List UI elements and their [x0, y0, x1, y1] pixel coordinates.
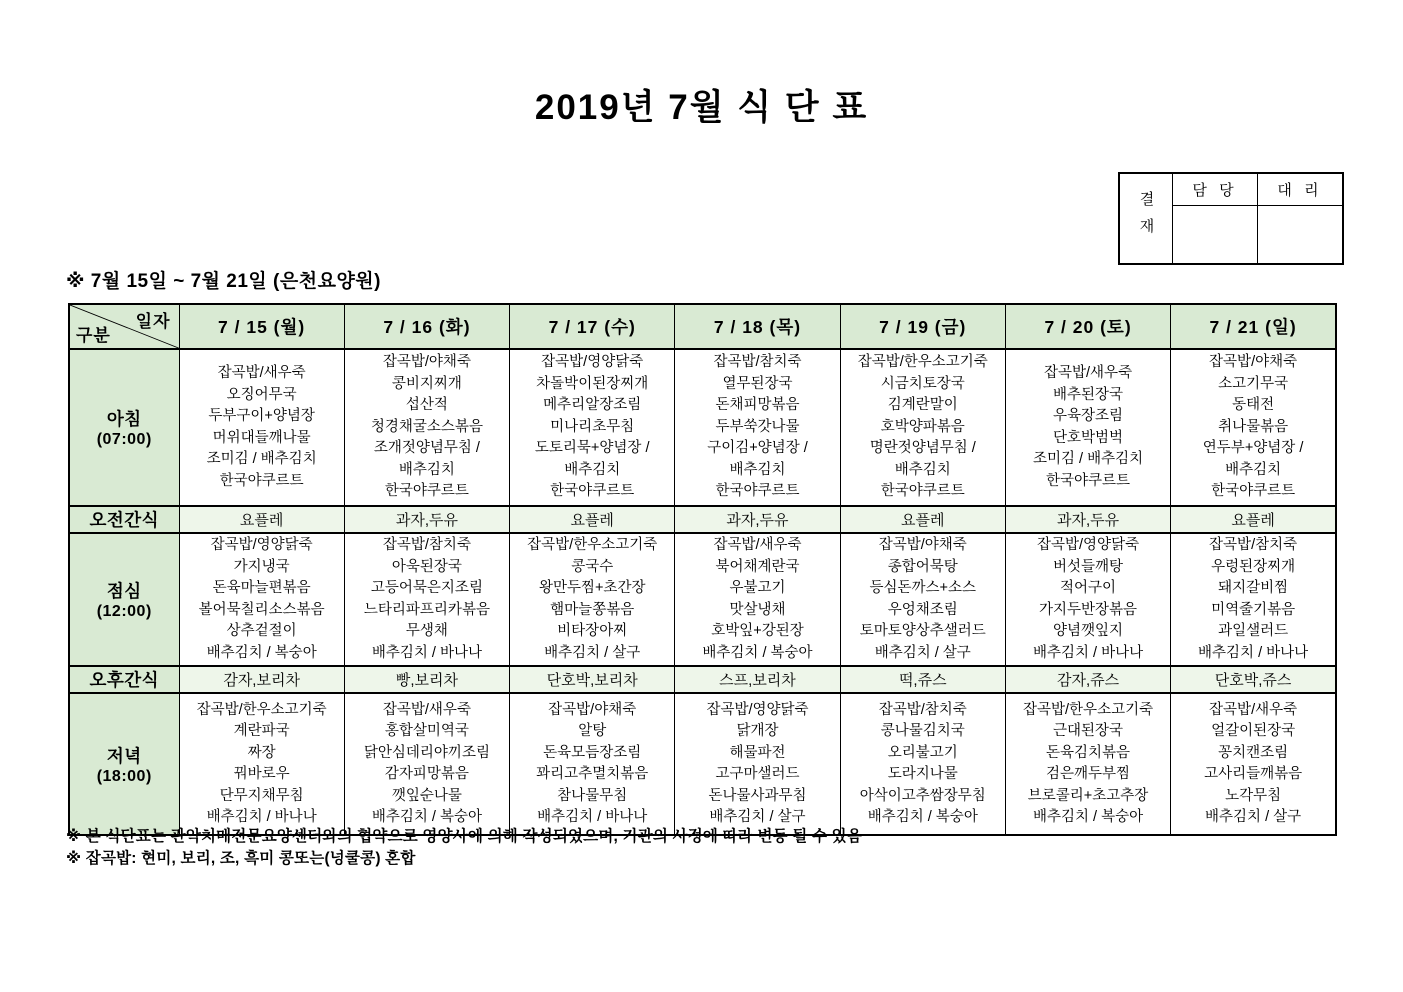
menu-item: 짜장 — [247, 744, 276, 761]
menu-item: 배추김치 / 살구 — [709, 809, 806, 825]
am-snack-cell-3: 과자,두유 — [675, 506, 840, 533]
menu-item: 배추김치 / 살구 — [874, 644, 971, 661]
menu-item: 단무지채무침 — [219, 787, 304, 804]
menu-item: 잡곡밥/새우죽 — [1044, 365, 1133, 381]
menu-item: 배추김치 / 살구 — [544, 644, 641, 661]
menu-item: 배추김치 — [729, 461, 786, 478]
pm-snack-cell-2: 단호박,보리차 — [510, 666, 675, 693]
breakfast-cell-4 — [840, 349, 1005, 506]
menu-item: 잡곡밥/새우죽 — [713, 537, 802, 553]
menu-item: 한국야쿠르트 — [550, 483, 635, 500]
menu-item: 등심돈까스+소스 — [869, 580, 977, 596]
day-header-2: 7 / 17 (수) — [510, 304, 675, 349]
approval-sign-daeri — [1258, 206, 1344, 265]
pm-snack-cell-1: 빵,보리차 — [344, 666, 509, 693]
menu-item: 조미김 / 배추김치 — [1032, 451, 1144, 467]
corner-label-category: 구분 — [76, 326, 111, 345]
pm-snack-cell-4: 떡,쥬스 — [840, 666, 1005, 693]
breakfast-cell-5 — [1005, 349, 1170, 506]
am-snack-cell-0: 요플레 — [179, 506, 344, 533]
meal-name: 저녁 — [106, 745, 142, 766]
menu-item: 미나리초무침 — [550, 418, 635, 435]
menu-item: 배추김치 / 복숭아 — [206, 644, 317, 661]
page-title: 2019년 7월 식 단 표 — [534, 88, 869, 127]
menu-item: 두부쑥갓나물 — [715, 418, 800, 435]
menu-item: 조미김 / 배추김치 — [206, 451, 317, 467]
menu-item: 버섯들깨탕 — [1053, 558, 1124, 575]
pm-snack-cell-3: 스프,보리차 — [675, 666, 840, 693]
menu-item: 배추김치 / 바나나 — [371, 644, 482, 661]
breakfast-cell-0 — [179, 349, 344, 506]
menu-item: 잡곡밥/참치죽 — [713, 354, 802, 371]
am-snack-cell-1: 과자,두유 — [344, 506, 509, 533]
menu-item: 배추김치 / 살구 — [1205, 809, 1302, 825]
day-header-1: 7 / 16 (화) — [344, 304, 509, 349]
menu-item: 배추김치 / 바나나 — [1032, 644, 1144, 661]
menu-item: 섭산적 — [405, 397, 448, 414]
menu-item: 배추김치 — [1225, 461, 1282, 478]
menu-item: 배추김치 / 복숭아 — [867, 809, 978, 825]
breakfast-cell-2 — [510, 349, 675, 506]
menu-item: 과일샐러드 — [1218, 623, 1289, 639]
menu-item: 잡곡밥/영양닭죽 — [706, 701, 809, 718]
menu-item: 꽈리고추멸치볶음 — [536, 766, 649, 782]
lunch-row — [69, 533, 1336, 666]
menu-item: 두부구이+양념장 — [208, 408, 315, 424]
menu-item: 잡곡밥/새우죽 — [382, 701, 471, 718]
menu-item: 느타리파프리카볶음 — [363, 601, 490, 618]
meal-name: 오전간식 — [89, 510, 160, 530]
menu-item: 콩국수 — [571, 558, 614, 575]
menu-item: 잡곡밥/참치죽 — [382, 537, 471, 553]
meal-time: (18:00) — [96, 767, 152, 785]
menu-item: 도토리묵+양념장 / — [534, 440, 650, 457]
menu-item: 닭안심데리야끼조림 — [363, 744, 490, 761]
menu-item: 잡곡밥/야채죽 — [878, 537, 967, 553]
menu-item: 조개젓양념무침 / — [373, 440, 480, 457]
menu-item: 명란젓양념무침 / — [869, 440, 976, 457]
breakfast-label — [69, 349, 179, 506]
approval-stamp-label: 결재 — [1119, 173, 1173, 264]
dinner-cell-5 — [1005, 693, 1170, 835]
menu-item: 한국야쿠르트 — [219, 472, 304, 489]
menu-item: 깻잎순나물 — [391, 787, 462, 804]
menu-item: 동태전 — [1232, 397, 1275, 414]
menu-item: 오리불고기 — [887, 744, 958, 761]
menu-item: 돈육마늘편볶음 — [212, 580, 311, 596]
menu-body — [69, 349, 1336, 835]
dinner-cell-4 — [840, 693, 1005, 835]
menu-item: 잡곡밥/참치죽 — [1209, 537, 1298, 553]
menu-item: 배추김치 / 복숭아 — [1032, 809, 1144, 825]
menu-item: 양념깻잎지 — [1053, 623, 1124, 639]
lunch-cell-2 — [510, 533, 675, 666]
menu-item: 잡곡밥/한우소고기죽 — [527, 537, 658, 553]
dinner-cell-0 — [179, 693, 344, 835]
menu-item: 배추된장국 — [1053, 386, 1124, 403]
menu-item: 머위대들깨나물 — [212, 429, 311, 446]
menu-item: 콩비지찌개 — [391, 375, 462, 392]
lunch-cell-5 — [1005, 533, 1170, 666]
menu-item: 우엉채조림 — [887, 601, 958, 618]
corner-cell — [69, 304, 179, 349]
menu-item: 아삭이고추쌈장무침 — [859, 787, 986, 804]
am-snack-row — [69, 506, 1336, 533]
dinner-label — [69, 693, 179, 835]
menu-item: 배추김치 / 복숭아 — [702, 644, 813, 661]
menu-header-row — [69, 304, 1336, 349]
menu-item: 왕만두찜+초간장 — [538, 580, 646, 596]
menu-item: 구이김+양념장 / — [707, 440, 808, 457]
pm-snack-cell-5: 감자,쥬스 — [1005, 666, 1170, 693]
footnote-1: ※ 본 식단표는 관악치매전문요양센터와의 협약으로 영양사에 의해 작성되었으며, 기관의 사정에 따라 변동 될 수 있음 — [66, 828, 862, 845]
pm-snack-row — [69, 666, 1336, 693]
day-header-6: 7 / 21 (일) — [1171, 304, 1336, 349]
menu-item: 고등어묵은지조림 — [370, 580, 483, 596]
menu-item: 미역줄기볶음 — [1211, 601, 1296, 618]
menu-item: 배추김치 / 바나나 — [206, 809, 317, 825]
menu-item: 메추리알장조림 — [543, 397, 642, 414]
menu-item: 무생채 — [405, 623, 448, 639]
menu-item: 김계란말이 — [887, 397, 958, 414]
menu-item: 적어구이 — [1060, 580, 1117, 596]
dinner-cell-3 — [675, 693, 840, 835]
menu-item: 돈채피망볶음 — [715, 397, 800, 414]
menu-item: 잡곡밥/한우소고기죽 — [857, 354, 988, 371]
menu-item: 상추겉절이 — [226, 623, 297, 639]
menu-item: 호박양파볶음 — [880, 418, 965, 435]
day-header-3: 7 / 18 (목) — [675, 304, 840, 349]
menu-item: 연두부+양념장 / — [1202, 440, 1304, 457]
menu-item: 한국야쿠르트 — [1046, 472, 1131, 489]
meal-time: (12:00) — [96, 603, 152, 620]
menu-item: 우불고기 — [729, 580, 786, 596]
menu-item: 도라지나물 — [887, 766, 958, 782]
menu-item: 한국야쿠르트 — [384, 483, 469, 500]
menu-item: 참나물무침 — [557, 787, 628, 804]
meal-time: (07:00) — [96, 431, 152, 448]
menu-item: 햄마늘쫑볶음 — [550, 601, 635, 618]
meal-name: 아침 — [106, 409, 142, 429]
lunch-label — [69, 533, 179, 666]
menu-item: 잡곡밥/야채죽 — [1209, 354, 1298, 371]
menu-item: 소고기무국 — [1218, 375, 1289, 392]
menu-item: 근대된장국 — [1053, 723, 1124, 739]
menu-item: 오징어무국 — [226, 386, 297, 403]
approval-box — [1118, 172, 1344, 265]
lunch-cell-1 — [344, 533, 509, 666]
dinner-cell-1 — [344, 693, 509, 835]
breakfast-row — [69, 349, 1336, 506]
menu-item: 차돌박이된장찌개 — [536, 375, 649, 392]
menu-item: 잡곡밥/새우죽 — [1209, 701, 1298, 718]
menu-item: 배추김치 — [398, 461, 455, 478]
menu-item: 볼어묵칠리소스볶음 — [198, 601, 325, 618]
am-snack-cell-2: 요플레 — [510, 506, 675, 533]
lunch-cell-3 — [675, 533, 840, 666]
approval-sign-damdang — [1173, 206, 1258, 265]
menu-item: 잡곡밥/새우죽 — [217, 365, 306, 381]
menu-item: 아욱된장국 — [391, 558, 462, 575]
menu-item: 한국야쿠르트 — [880, 483, 965, 500]
menu-item: 돈육김치볶음 — [1046, 744, 1131, 761]
menu-item: 고사리들깨볶음 — [1204, 766, 1303, 782]
menu-item: 배추김치 / 바나나 — [1198, 644, 1309, 661]
breakfast-cell-1 — [344, 349, 509, 506]
menu-table — [68, 303, 1337, 836]
menu-item: 배추김치 / 바나나 — [537, 809, 648, 825]
menu-item: 잡곡밥/영양닭죽 — [210, 537, 313, 553]
menu-item: 감자피망볶음 — [384, 766, 469, 782]
menu-item: 호박잎+강된장 — [711, 623, 804, 639]
menu-item: 배추김치 / 복숭아 — [371, 809, 482, 825]
menu-item: 닭개장 — [736, 723, 779, 739]
menu-item: 우육장조림 — [1053, 408, 1124, 424]
menu-item: 잡곡밥/야채죽 — [548, 701, 637, 718]
footnote-2: ※ 잡곡밥: 현미, 보리, 조, 흑미 콩또는(넝쿨콩) 혼합 — [66, 850, 416, 867]
menu-item: 잡곡밥/한우소고기죽 — [196, 701, 327, 718]
pm-snack-cell-0: 감자,보리차 — [179, 666, 344, 693]
am-snack-cell-6: 요플레 — [1171, 506, 1336, 533]
menu-item: 북어채계란국 — [715, 558, 800, 575]
menu-item: 꽁치캔조림 — [1218, 744, 1289, 761]
menu-item: 해물파전 — [729, 744, 786, 761]
menu-item: 돈육모듬장조림 — [543, 744, 642, 761]
menu-item: 시금치토장국 — [880, 375, 965, 392]
menu-item: 얼갈이된장국 — [1211, 723, 1296, 739]
breakfast-cell-3 — [675, 349, 840, 506]
menu-item: 돼지갈비찜 — [1218, 580, 1289, 596]
lunch-cell-4 — [840, 533, 1005, 666]
menu-item: 토마토양상추샐러드 — [859, 623, 986, 639]
menu-item: 고구마샐러드 — [715, 766, 800, 782]
pm-snack-label — [69, 666, 179, 693]
dinner-cell-6 — [1171, 693, 1336, 835]
menu-item: 잡곡밥/참치죽 — [878, 701, 967, 718]
menu-item: 계란파국 — [233, 723, 290, 739]
dinner-row — [69, 693, 1336, 835]
menu-item: 맛살냉채 — [729, 601, 786, 618]
menu-item: 노각무침 — [1225, 787, 1282, 804]
lunch-cell-6 — [1171, 533, 1336, 666]
day-header-5: 7 / 20 (토) — [1005, 304, 1170, 349]
menu-item: 알탕 — [578, 723, 607, 739]
dinner-cell-2 — [510, 693, 675, 835]
menu-item: 꿔바로우 — [233, 766, 290, 782]
approval-col-daeri: 대 리 — [1258, 173, 1344, 206]
menu-item: 잡곡밥/영양닭죽 — [541, 354, 644, 371]
approval-col-damdang: 담 당 — [1173, 173, 1258, 206]
menu-item: 콩나물김치국 — [880, 723, 965, 739]
menu-item: 잡곡밥/야채죽 — [382, 354, 471, 371]
breakfast-cell-6 — [1171, 349, 1336, 506]
menu-item: 검은깨두부찜 — [1046, 766, 1131, 782]
am-snack-cell-5: 과자,두유 — [1005, 506, 1170, 533]
meal-name: 오후간식 — [89, 670, 160, 690]
pm-snack-cell-6: 단호박,쥬스 — [1171, 666, 1336, 693]
menu-item: 단호박범벅 — [1053, 429, 1124, 446]
footnotes — [66, 826, 862, 870]
menu-item: 잡곡밥/한우소고기죽 — [1023, 701, 1154, 718]
menu-item: 브로콜리+초고추장 — [1027, 787, 1149, 804]
menu-item: 잡곡밥/영양닭죽 — [1037, 537, 1140, 553]
menu-item: 가지두반장볶음 — [1039, 601, 1138, 618]
lunch-cell-0 — [179, 533, 344, 666]
menu-item: 한국야쿠르트 — [715, 483, 800, 500]
menu-item: 배추김치 — [564, 461, 621, 478]
menu-item: 홍합살미역국 — [384, 723, 469, 739]
menu-item: 종합어묵탕 — [887, 558, 958, 575]
meal-name: 점심 — [106, 581, 142, 601]
menu-item: 취나물볶음 — [1218, 418, 1289, 435]
corner-label-date: 일자 — [135, 312, 171, 331]
menu-item: 우렁된장찌개 — [1211, 558, 1296, 575]
menu-item: 배추김치 — [894, 461, 951, 478]
day-header-4: 7 / 19 (금) — [840, 304, 1005, 349]
menu-item: 가지냉국 — [233, 558, 290, 575]
menu-item: 한국야쿠르트 — [1211, 483, 1296, 500]
menu-item: 청경채굴소스볶음 — [370, 418, 483, 435]
menu-item: 비타장아찌 — [557, 623, 628, 639]
am-snack-cell-4: 요플레 — [840, 506, 1005, 533]
am-snack-label — [69, 506, 179, 533]
day-header-0: 7 / 15 (월) — [179, 304, 344, 349]
menu-item: 돈나물사과무침 — [708, 787, 807, 804]
week-range-subtitle: ※ 7월 15일 ~ 7월 21일 (은천요양원) — [66, 271, 381, 292]
menu-item: 열무된장국 — [722, 375, 793, 392]
